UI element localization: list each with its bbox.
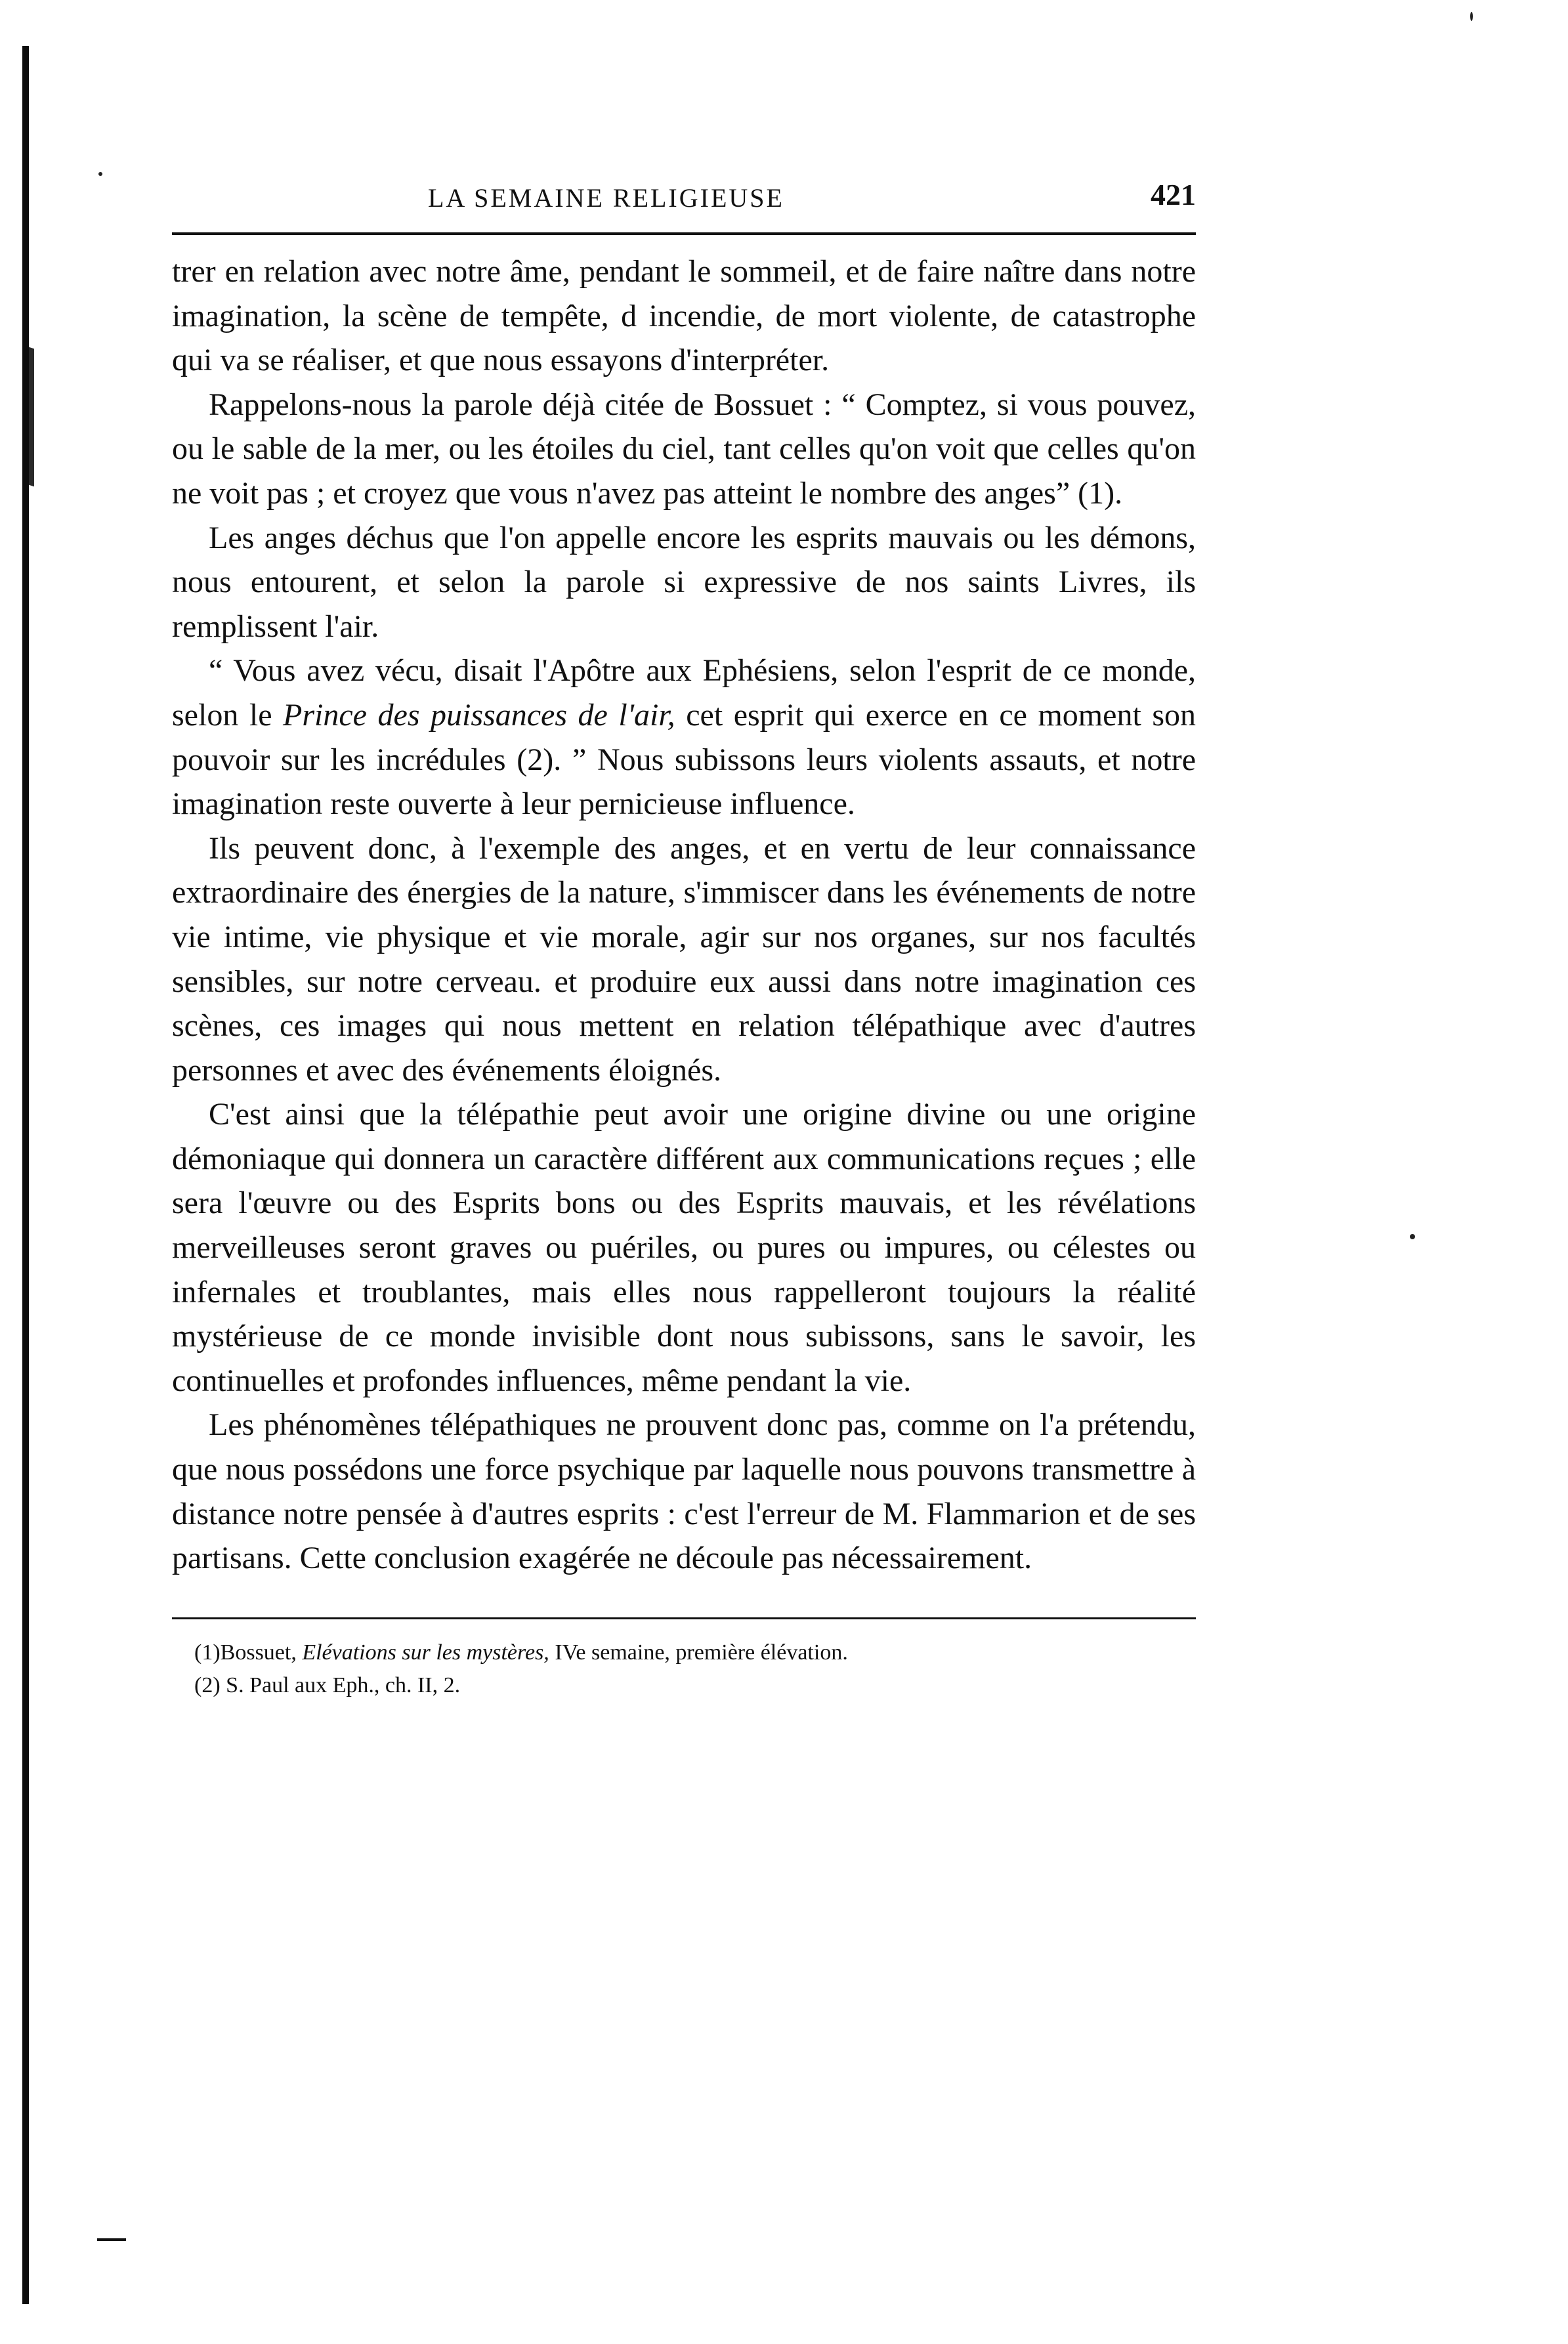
footnote-1 xyxy=(194,1636,1196,1669)
page-binding-edge xyxy=(0,0,38,2344)
footnote-1-emphasis: Elévations sur les mystères, xyxy=(302,1640,549,1665)
header-rule xyxy=(172,232,1196,235)
footnote-1-text-after: IVe semaine, première élévation. xyxy=(549,1640,848,1665)
paragraph-7: Les phénomènes télépathiques ne prouvent donc pas, comme on l'a prétendu, que nous possédons une force psychique par laquelle nous pouvons transmettre à distance notre pensée à d'autres esprits : c'est l'erreur de M. Flammarion et de ses partisans. Cette conclusion exagérée ne découle pas nécessairement. xyxy=(172,1407,1196,1576)
binding-notch xyxy=(29,347,34,487)
paragraph-4-text-after: cet esprit qui exerce en ce moment son pouvoir sur les incrédules (2). ” Nous subissons leurs violents assauts, et notre imagination reste ouverte à leur pernicieuse influence. xyxy=(172,697,1196,822)
footnote-1-marker: (1) xyxy=(194,1640,221,1665)
footnote-2-text: S. Paul aux Eph., ch. II, 2. xyxy=(220,1673,461,1697)
footnotes xyxy=(172,1636,1196,1702)
ink-speck xyxy=(1410,1234,1415,1239)
ink-speck xyxy=(1470,12,1473,21)
paragraph-2: Rappelons-nous la parole déjà citée de Bossuet : “ Comptez, si vous pouvez, ou le sable de la mer, ou les étoiles du ciel, tant celles qu'on voit que celles qu'on ne voit pas ; et croyez que vous n'avez pas atteint le nombre des anges” (1). xyxy=(172,387,1196,511)
binding-foot-mark xyxy=(97,2238,126,2241)
document-page xyxy=(172,177,1196,1702)
footnote-rule xyxy=(172,1617,1196,1619)
running-header xyxy=(172,177,1196,223)
footnote-2-marker: (2) xyxy=(194,1673,221,1697)
page-number: 421 xyxy=(1151,178,1196,211)
paragraph-5: Ils peuvent donc, à l'exemple des anges, et en vertu de leur connaissance extraordinaire des énergies de la nature, s'immiscer dans les événements de notre vie intime, vie physique et vie morale, agir sur nos organes, sur nos facultés sensibles, sur notre cerveau. et produire eux aussi dans notre imagination ces scènes, ces images qui nous mettent en relation télépathique avec d'autres personnes et avec des événements éloignés. xyxy=(172,830,1196,1088)
paragraph-3: Les anges déchus que l'on appelle encore les esprits mauvais ou les démons, nous entourent, et selon la parole si expressive de nos saints Livres, ils remplissent l'air. xyxy=(172,520,1196,644)
paragraph-4-text-before: “ Vous avez vécu, disait l'Apôtre aux Ephésiens, selon l'esprit de ce monde, selon le xyxy=(172,653,1196,733)
body-text xyxy=(172,249,1196,1581)
paragraph-6: C'est ainsi que la télépathie peut avoir une origine divine ou une origine démoniaque qui donnera un caractère différent aux communications reçues ; elle sera l'œuvre ou des Esprits bons ou des Esprits mauvais, et les révélations merveilleuses seront graves ou puériles, ou pures ou impures, ou célestes ou infernales et troublantes, mais elles nous rappelleront toujours la réalité mystérieuse de ce monde invisible dont nous subissons, sans le savoir, les continuelles et profondes influences, même pendant la vie. xyxy=(172,1097,1196,1398)
running-title: LA SEMAINE RELIGIEUSE xyxy=(428,183,784,213)
binding-shadow-line xyxy=(22,46,29,2304)
footnote-2 xyxy=(194,1669,1196,1702)
footnote-1-text-before: Bossuet, xyxy=(220,1640,303,1665)
ink-speck xyxy=(98,172,102,176)
paragraph-4 xyxy=(172,649,1196,826)
paragraph-4-emphasis: Prince des puissances de l'air, xyxy=(283,697,675,733)
paragraph-1: trer en relation avec notre âme, pendant le sommeil, et de faire naître dans notre imagination, la scène de tempête, d incendie, de mort violente, de catastrophe qui va se réaliser, et que nous essayons d'interpréter. xyxy=(172,254,1196,378)
